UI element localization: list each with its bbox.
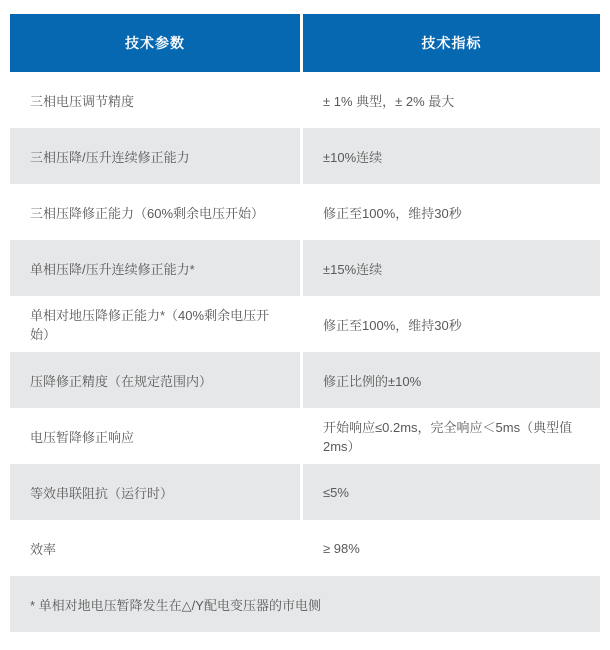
table-row — [10, 184, 600, 240]
param-cell: 单相对地压降修正能力*（40%剩余电压开始） — [10, 296, 300, 352]
table-header-row — [10, 14, 600, 72]
footnote-text: * 单相对地电压暂降发生在△/Y配电变压器的市电侧 — [10, 576, 600, 632]
param-cell: 三相压降/压升连续修正能力 — [10, 128, 300, 184]
table-row — [10, 464, 600, 520]
header-cell-parameter: 技术参数 — [10, 14, 300, 72]
technical-spec-table — [10, 14, 600, 632]
param-cell: 压降修正精度（在规定范围内） — [10, 352, 300, 408]
value-cell: ≥ 98% — [303, 520, 600, 576]
value-cell: 修正比例的±10% — [303, 352, 600, 408]
param-cell: 单相压降/压升连续修正能力* — [10, 240, 300, 296]
table-row — [10, 240, 600, 296]
table-row — [10, 408, 600, 464]
table-row — [10, 520, 600, 576]
param-cell: 效率 — [10, 520, 300, 576]
table-footnote-row — [10, 576, 600, 632]
param-cell: 三相压降修正能力（60%剩余电压开始） — [10, 184, 300, 240]
value-cell: 修正至100%，维持30秒 — [303, 184, 600, 240]
value-cell: ±15%连续 — [303, 240, 600, 296]
param-cell: 三相电压调节精度 — [10, 72, 300, 128]
table-row — [10, 128, 600, 184]
table-row — [10, 296, 600, 352]
value-cell: ≤5% — [303, 464, 600, 520]
value-cell: 修正至100%，维持30秒 — [303, 296, 600, 352]
value-cell: ± 1% 典型，± 2% 最大 — [303, 72, 600, 128]
param-cell: 电压暂降修正响应 — [10, 408, 300, 464]
table-row — [10, 72, 600, 128]
header-cell-indicator: 技术指标 — [303, 14, 600, 72]
value-cell: 开始响应≤0.2ms，完全响应＜5ms（典型值2ms） — [303, 408, 600, 464]
param-cell: 等效串联阻抗（运行时） — [10, 464, 300, 520]
table-row — [10, 352, 600, 408]
value-cell: ±10%连续 — [303, 128, 600, 184]
